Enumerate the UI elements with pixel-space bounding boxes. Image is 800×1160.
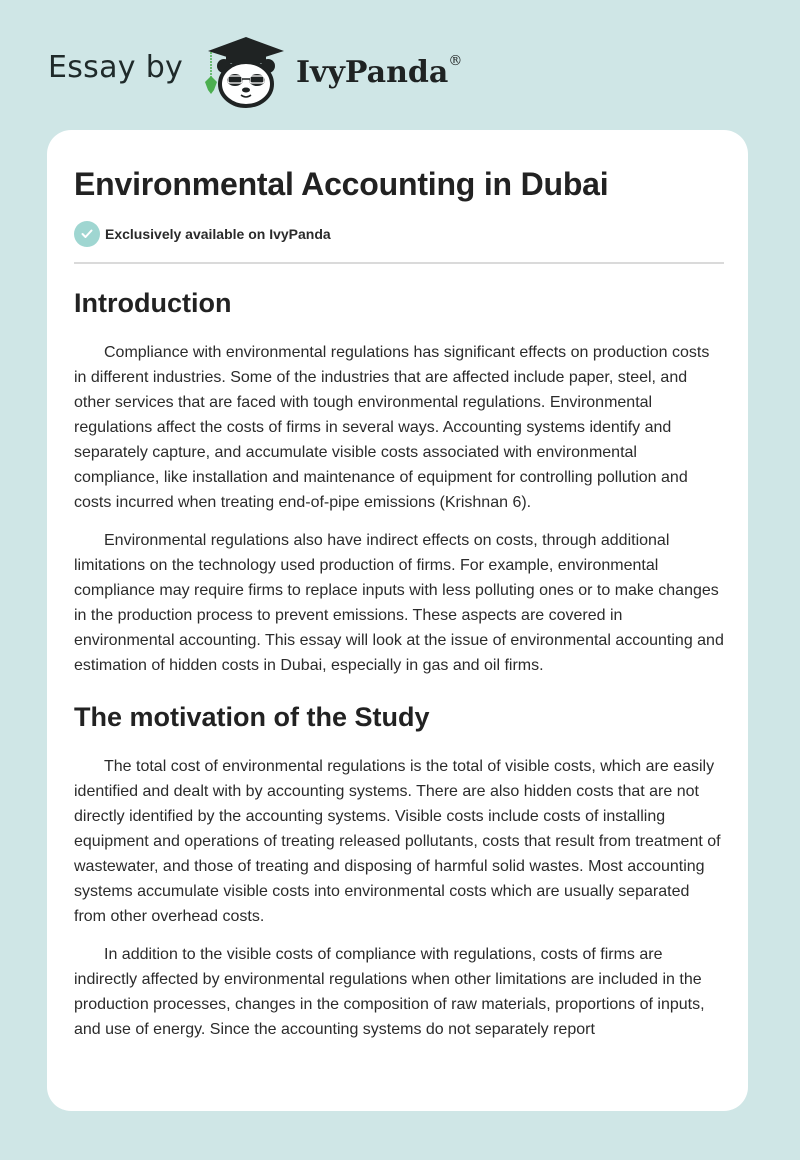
essay-card — [47, 130, 748, 1111]
section-heading: The motivation of the Study — [74, 702, 430, 732]
site-header — [0, 0, 800, 130]
section-heading: Introduction — [74, 288, 232, 318]
paragraph: The total cost of environmental regulations is the total of visible costs, which are easily identified and dealt with by accounting systems. There are also hidden costs that are not directly identified by the accounting systems. Visible costs include costs of installing equipment and operations of treating released pollutants, costs that result from treatment of wastewater, and those of treating and disposing of harmful solid wastes. Most accounting systems accumulate visible costs into environmental costs which are usually separated from other overhead costs. — [74, 758, 721, 925]
page-title: Environmental Accounting in Dubai — [74, 166, 609, 202]
paragraph: Environmental regulations also have indirect effects on costs, through additional limitations on the technology used production of firms. For example, environmental compliance may require firms to replace inputs with less polluting ones or to make changes in the production process to prevent emissions. These aspects are covered in environmental accounting. This essay will look at the issue of environmental accounting and estimation of hidden costs in Dubai, especially in gas and oil firms. — [74, 532, 724, 674]
brand-name[interactable]: IvyPanda® — [296, 53, 463, 90]
badge-label: Exclusively available on IvyPanda — [105, 226, 331, 242]
panda-graduate-icon[interactable] — [200, 34, 292, 110]
check-circle-icon — [74, 221, 100, 247]
paragraph: Compliance with environmental regulations has significant effects on production costs in different industries. Some of the industries that are affected include paper, steel, and other services that are faced with tough environmental regulations. Environmental regulations affect the costs of firms in several ways. Accounting systems identify and separately capture, and accumulate visible costs associated with environmental compliance, like installation and maintenance of equipment for controlling pollution and costs incurred when treating end-of-pipe emissions (Krishnan 6). — [74, 344, 710, 511]
section-motivation — [74, 700, 724, 1042]
divider — [74, 262, 724, 264]
exclusive-badge — [74, 221, 724, 247]
brand-prefix: Essay by — [48, 50, 184, 85]
registered-mark: ® — [448, 53, 463, 69]
section-introduction — [74, 286, 724, 678]
paragraph: In addition to the visible costs of compliance with regulations, costs of firms are indirectly affected by environmental regulations when other limitations are included in the production processes, changes in the composition of raw materials, proportions of inputs, and use of energy. Since the accounting systems do not separately report — [74, 946, 705, 1038]
